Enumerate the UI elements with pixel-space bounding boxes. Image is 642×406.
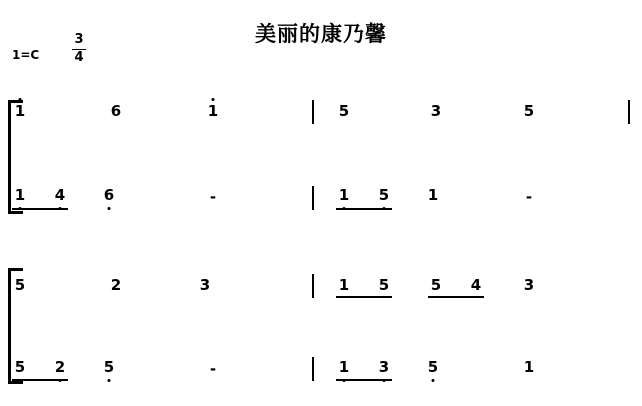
note: 1 bbox=[338, 276, 350, 294]
note: 5 bbox=[376, 188, 392, 203]
octave-dot-above bbox=[212, 98, 215, 101]
barline bbox=[628, 100, 630, 124]
note: 5 bbox=[425, 360, 441, 375]
barline bbox=[312, 274, 314, 298]
note: 5 bbox=[430, 276, 442, 294]
note: 3 bbox=[376, 360, 392, 375]
rest: - bbox=[209, 188, 217, 206]
note: 3 bbox=[523, 276, 535, 294]
rest: - bbox=[525, 188, 533, 206]
note: 5 bbox=[523, 102, 535, 120]
note: 5 bbox=[14, 276, 26, 294]
octave-dot-below bbox=[108, 379, 111, 382]
barline bbox=[312, 100, 314, 124]
note: 1 bbox=[427, 186, 439, 204]
note: 2 bbox=[52, 360, 68, 375]
beam bbox=[12, 208, 68, 210]
note: 1 bbox=[336, 360, 352, 375]
note: 3 bbox=[430, 102, 442, 120]
note: 4 bbox=[470, 276, 482, 294]
note: 5 bbox=[338, 102, 350, 120]
note: 1 bbox=[205, 104, 221, 119]
beam bbox=[336, 296, 392, 298]
note: 1 bbox=[523, 358, 535, 376]
beam bbox=[336, 208, 392, 210]
note: 4 bbox=[52, 188, 68, 203]
time-signature bbox=[68, 33, 90, 66]
note: 5 bbox=[378, 276, 390, 294]
rest: - bbox=[209, 360, 217, 378]
beam bbox=[12, 379, 68, 381]
note: 6 bbox=[101, 188, 117, 203]
octave-dot-below bbox=[108, 207, 111, 210]
note: 5 bbox=[12, 360, 28, 375]
octave-dot-above bbox=[19, 98, 22, 101]
key-signature: 1=C bbox=[12, 48, 40, 62]
page-title: 美丽的康乃馨 bbox=[255, 22, 387, 46]
note: 2 bbox=[110, 276, 122, 294]
note: 6 bbox=[110, 102, 122, 120]
time-signature-numerator: 3 bbox=[74, 32, 84, 47]
barline bbox=[312, 186, 314, 210]
time-signature-denominator: 4 bbox=[74, 49, 84, 65]
octave-dot-below bbox=[432, 379, 435, 382]
note: 1 bbox=[336, 188, 352, 203]
note: 1 bbox=[12, 188, 28, 203]
note: 1 bbox=[12, 104, 28, 119]
beam bbox=[428, 296, 484, 298]
note: 5 bbox=[101, 360, 117, 375]
beam bbox=[336, 379, 392, 381]
barline bbox=[312, 357, 314, 381]
note: 3 bbox=[199, 276, 211, 294]
